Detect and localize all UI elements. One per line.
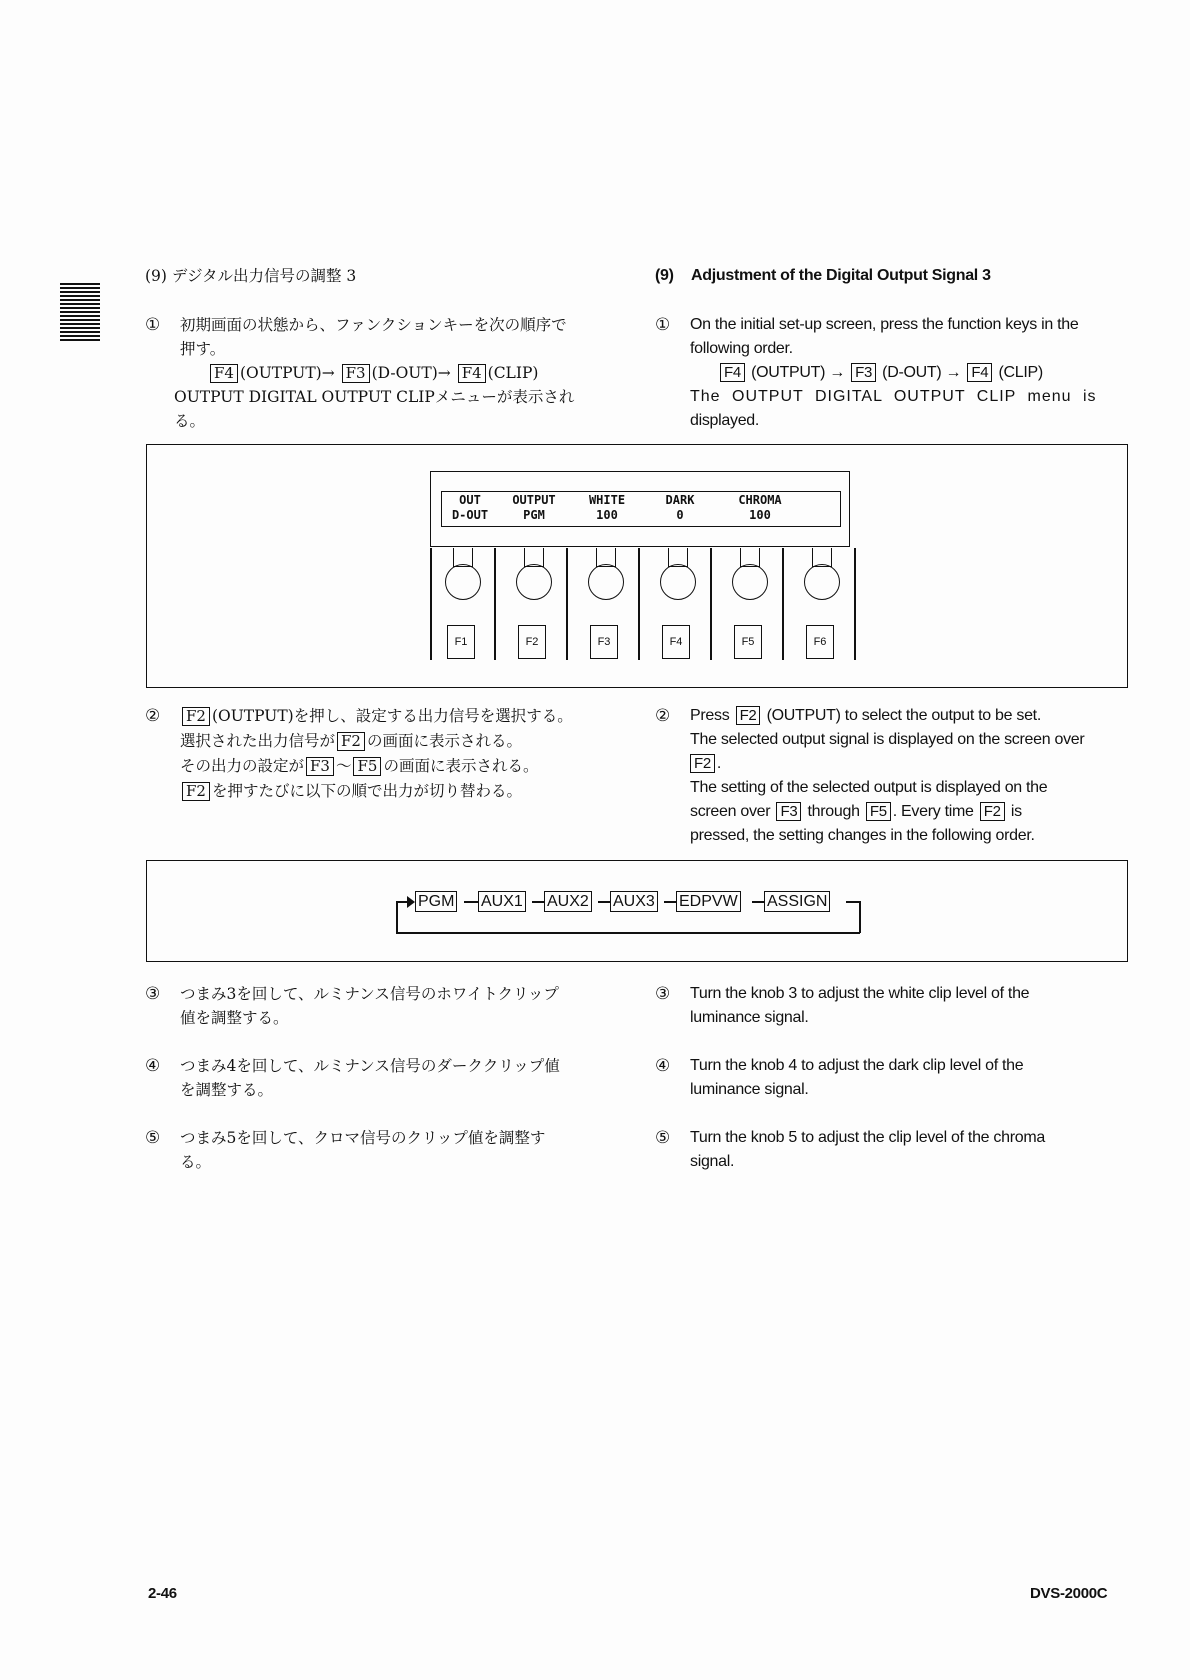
en-step2-line6: pressed, the setting changes in the following order.	[690, 827, 1035, 844]
knob-4[interactable]	[660, 564, 696, 600]
jp-step1-line1: 初期画面の状態から、ファンクションキーを次の順序で	[180, 316, 567, 334]
f6-button[interactable]: F6	[806, 625, 834, 659]
en-step-3: ③ Turn the knob 3 to adjust the white clip level of the luminance signal.	[655, 984, 1030, 1026]
flow-item-edpvw: EDPVW	[676, 891, 741, 912]
step-number: ②	[655, 706, 670, 725]
lcd-value-dark: 0	[676, 508, 684, 522]
flow-connector	[752, 901, 764, 903]
en-step1-keys: F4 (OUTPUT) → F3 (D-OUT) → F4 (CLIP)	[690, 361, 1135, 385]
panel-divider	[566, 548, 568, 660]
panel-divider	[710, 548, 712, 660]
f3-key: F3	[851, 363, 876, 382]
edge-index-mark	[60, 283, 100, 341]
jp-step1-line4: OUTPUT DIGITAL OUTPUT CLIPメニューが表示され	[174, 388, 575, 406]
en-step2-line2: The selected output signal is displayed on the screen over	[690, 731, 1085, 748]
f1-button[interactable]: F1	[447, 625, 475, 659]
f4-key: F4	[720, 363, 745, 382]
f3-key: F3	[342, 364, 370, 383]
jp-step1-keys: F4 (OUTPUT)→ F3 (D-OUT)→ F4 (CLIP)	[180, 361, 625, 385]
loop-line-right	[859, 901, 861, 933]
lcd-value-chroma: 100	[749, 508, 771, 522]
f5-key: F5	[353, 757, 381, 776]
model-name: DVS-2000C	[1030, 1585, 1108, 1602]
panel-divider	[638, 548, 640, 660]
flow-item-pgm: PGM	[415, 891, 457, 912]
f4-key: F4	[458, 364, 486, 383]
jp-step-1	[145, 313, 625, 433]
lcd-value-out: D-OUT	[451, 508, 489, 522]
lcd-value-white: 100	[596, 508, 618, 522]
lcd-header-dark: DARK	[665, 493, 695, 507]
f2-key: F2	[182, 707, 210, 726]
jp-step-3: ③ つまみ3を回して、ルミナンス信号のホワイトクリップ 値を調整する。	[145, 984, 559, 1027]
jp-step-2: ② F2 (OUTPUT)を押し、設定する出力信号を選択する。 選択された出力信号が F2 の画面に表示される。 その出力の設定が F3 ～ F5 の画面に表示される。 F2 を押すたびに以下の順で出力が切り替わる。	[145, 706, 573, 800]
en-step-4: ④ Turn the knob 4 to adjust the dark clip level of the luminance signal.	[655, 1056, 1024, 1098]
flow-item-assign: ASSIGN	[764, 891, 830, 912]
en-heading-number: (9)	[655, 267, 674, 284]
step-number: ④	[145, 1056, 161, 1076]
knob-3[interactable]	[588, 564, 624, 600]
flow-connector	[598, 901, 610, 903]
flow-item-aux1: AUX1	[478, 891, 526, 912]
step-number: ③	[655, 984, 670, 1003]
en-step-5: ⑤ Turn the knob 5 to adjust the clip level of the chroma signal.	[655, 1128, 1045, 1170]
f2-key: F2	[690, 754, 715, 773]
en-step2-line4: The setting of the selected output is displayed on the	[690, 779, 1048, 796]
knob-1[interactable]	[445, 564, 481, 600]
lcd-screen	[441, 491, 841, 527]
en-step-2: ② Press F2 (OUTPUT) to select the output to be set. The selected output signal is displayed on the screen over F2 . The setting of the selected output is displayed on the screen over F3 through F5 . Every time F2 is pressed, the setting changes in the following order.	[655, 704, 1135, 848]
f5-key: F5	[866, 802, 891, 821]
f2-key: F2	[182, 782, 210, 801]
jp-step-4: ④ つまみ4を回して、ルミナンス信号のダーククリップ値 を調整する。	[145, 1056, 560, 1099]
en-step1-line5: displayed.	[690, 412, 760, 429]
f4-key: F4	[210, 364, 238, 383]
en-step1-line1: On the initial set-up screen, press the function keys in the	[690, 316, 1079, 333]
lcd-header-out: OUT	[459, 493, 481, 507]
loop-line-bottom	[396, 932, 860, 934]
panel-divider	[494, 548, 496, 660]
jp-step-5: ⑤ つまみ5を回して、クロマ信号のクリップ値を調整す る。	[145, 1128, 546, 1171]
step-number: ⑤	[145, 1128, 161, 1148]
en-step-1	[655, 313, 1135, 433]
jp-heading: (9) デジタル出力信号の調整 3	[145, 267, 357, 285]
step-number: ①	[655, 315, 670, 334]
lcd-header-chroma: CHROMA	[738, 493, 782, 507]
flow-connector	[464, 901, 478, 903]
f2-key: F2	[980, 802, 1005, 821]
f2-button[interactable]: F2	[518, 625, 546, 659]
panel-divider	[430, 548, 432, 660]
f2-key: F2	[736, 706, 761, 725]
en-heading: Adjustment of the Digital Output Signal 3	[691, 267, 991, 284]
step-number: ①	[145, 315, 161, 335]
arrow-right-icon	[407, 896, 415, 908]
flow-connector	[846, 901, 860, 903]
knob-6[interactable]	[804, 564, 840, 600]
flow-connector	[532, 901, 544, 903]
flow-item-aux3: AUX3	[610, 891, 658, 912]
lcd-header-white: WHITE	[588, 493, 626, 507]
step-number: ③	[145, 984, 161, 1004]
loop-line-left	[396, 901, 398, 933]
f5-button[interactable]: F5	[734, 625, 762, 659]
f2-key: F2	[337, 732, 365, 751]
f3-key: F3	[306, 757, 334, 776]
lcd-display	[430, 471, 850, 547]
flow-item-aux2: AUX2	[544, 891, 592, 912]
panel-divider	[854, 548, 856, 660]
f3-key: F3	[776, 802, 801, 821]
f4-button[interactable]: F4	[662, 625, 690, 659]
step-number: ②	[145, 706, 161, 726]
knob-2[interactable]	[516, 564, 552, 600]
step-number: ⑤	[655, 1128, 670, 1147]
en-step1-line2: following order.	[690, 340, 793, 357]
panel-divider	[782, 548, 784, 660]
jp-step1-line2: 押す。	[180, 340, 226, 358]
lcd-value-output: PGM	[523, 508, 545, 522]
en-step1-line4: The OUTPUT DIGITAL OUTPUT CLIP menu is	[690, 388, 1097, 405]
step-number: ④	[655, 1056, 670, 1075]
knob-5[interactable]	[732, 564, 768, 600]
f3-button[interactable]: F3	[590, 625, 618, 659]
lcd-header-output: OUTPUT	[512, 493, 556, 507]
page-number: 2-46	[148, 1585, 177, 1602]
flow-connector	[664, 901, 676, 903]
jp-step1-line5: る。	[174, 412, 206, 430]
f4-key: F4	[967, 363, 992, 382]
